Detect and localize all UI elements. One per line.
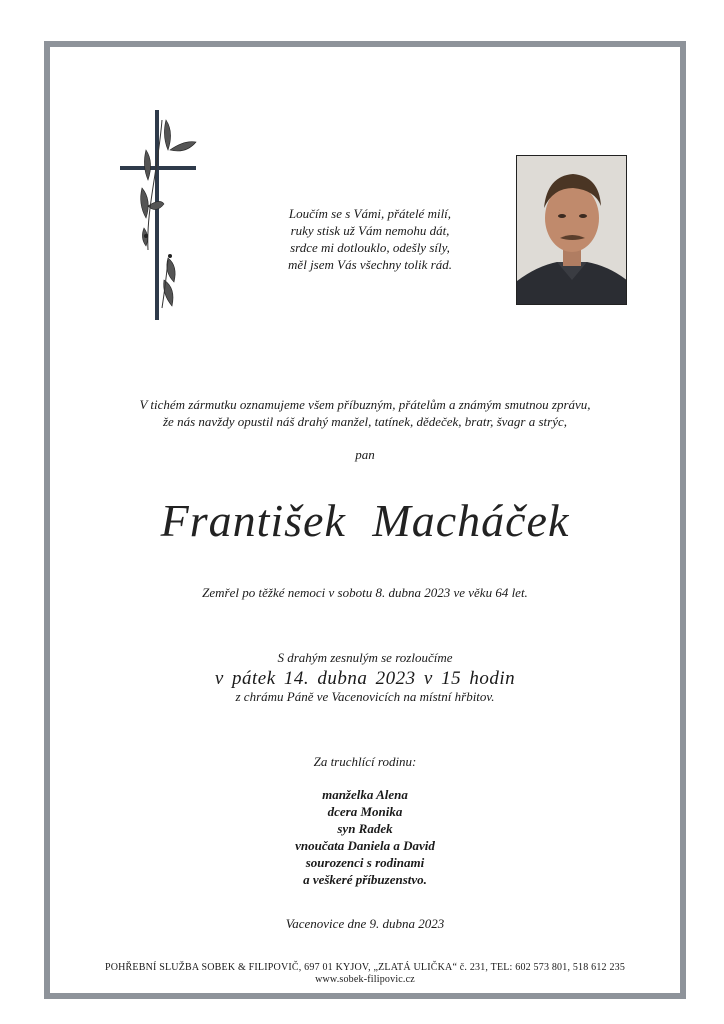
list-item: dcera Monika <box>327 804 403 819</box>
portrait-photo <box>516 155 627 305</box>
mourners-list <box>50 786 680 888</box>
poem-line: měl jsem Vás všechny tolik rád. <box>288 257 452 272</box>
announcement-text <box>50 396 680 430</box>
cross-with-leaves-icon <box>118 110 198 320</box>
list-item: sourozenci s rodinami <box>305 855 425 870</box>
announcement-line: V tichém zármutku oznamujeme všem příbuzným, přátelům a známým smutnou zprávu, <box>139 397 591 412</box>
poem-line: Loučím se s Vámi, přátelé milí, <box>288 206 452 221</box>
list-item: vnoučata Daniela a David <box>295 838 435 853</box>
poem <box>252 205 488 273</box>
announcement-line: že nás navždy opustil náš drahý manžel, tatínek, dědeček, bratr, švagr a strýc, <box>162 414 568 429</box>
funeral-service-footer <box>50 962 680 986</box>
farewell-location: z chrámu Páně ve Vacenovicích na místní hřbitov. <box>235 689 495 704</box>
poem-line: ruky stisk už Vám nemohu dát, <box>290 223 450 238</box>
death-notice: Zemřel po těžké nemoci v sobotu 8. dubna 2023 ve věku 64 let. <box>202 585 528 600</box>
footer-website: www.sobek-filipovic.cz <box>315 974 415 985</box>
honorific: pan <box>355 447 375 462</box>
list-item: manželka Alena <box>322 787 408 802</box>
portrait-icon <box>517 156 627 305</box>
list-item: a veškeré příbuzenstvo. <box>303 872 427 887</box>
mourners-heading: Za truchlící rodinu: <box>313 754 417 769</box>
list-item: syn Radek <box>337 821 393 836</box>
farewell-datetime: v pátek 14. dubna 2023 v 15 hodin <box>214 668 516 689</box>
place-and-date: Vacenovice dne 9. dubna 2023 <box>285 916 445 931</box>
footer-address: POHŘEBNÍ SLUŽBA SOBEK & FILIPOVIČ, 697 01 KYJOV, „ZLATÁ ULIČKA“ č. 231, TEL: 602 573 801, 518 612 235 <box>104 962 626 973</box>
farewell-intro: S drahým zesnulým se rozloučíme <box>277 650 453 665</box>
poem-line: srdce mi dotlouklo, odešly síly, <box>290 240 450 255</box>
deceased-name: František Macháček <box>160 495 570 546</box>
